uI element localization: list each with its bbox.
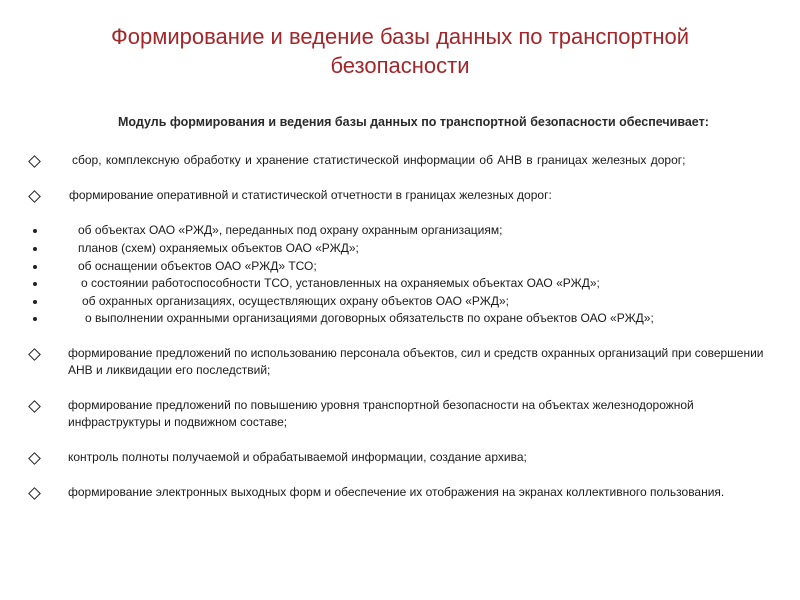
sub-list-item-text: об охранных организациях, осуществляющих охрану объектов ОАО «РЖД»; — [82, 294, 509, 308]
dot-bullet-icon — [33, 282, 37, 286]
sub-list-item-text: о выполнении охранными организациями договорных обязательств по охране объектов ОАО «РЖД»; — [85, 311, 654, 325]
slide-title — [0, 22, 800, 80]
dot-bullet-icon — [33, 265, 37, 269]
dot-bullet-icon — [33, 317, 37, 321]
list-item-text: сбор, комплексную обработку и хранение статистической информации об АНВ в границах железных дорог; — [72, 153, 686, 167]
sub-list-item-text: об оснащении объектов ОАО «РЖД» ТСО; — [78, 259, 317, 273]
sub-list-item-text: планов (схем) охраняемых объектов ОАО «РЖД»; — [78, 241, 359, 255]
diamond-bullet-icon — [28, 400, 41, 413]
list-item-text: контроль полноты получаемой и обрабатываемой информации, создание архива; — [68, 450, 527, 464]
dot-bullet-icon — [33, 300, 37, 304]
list-item-text: формирование электронных выходных форм и обеспечение их отображения на экранах коллективного пользования. — [68, 485, 725, 499]
list-item-text: формирование предложений по повышению уровня транспортной безопасности на объектах железнодорожной — [68, 398, 694, 412]
dot-bullet-icon — [33, 229, 37, 233]
list-item-text: формирование предложений по использованию персонала объектов, сил и средств охранных организаций при совершении — [68, 346, 764, 360]
diamond-bullet-icon — [28, 155, 41, 168]
slide-title-line-1: Формирование и ведение базы данных по транспортной — [111, 24, 689, 49]
list-item-text-continuation: АНВ и ликвидации его последствий; — [68, 363, 271, 377]
list-item-text: формирование оперативной и статистической отчетности в границах железных дорог: — [69, 188, 552, 202]
sub-list-item-text: о состоянии работоспособности ТСО, установленных на охраняемых объектах ОАО «РЖД»; — [81, 276, 600, 290]
sub-list-item-text: об объектах ОАО «РЖД», переданных под охрану охранным организациям; — [78, 223, 503, 237]
diamond-bullet-icon — [28, 452, 41, 465]
slide-title-line-2: безопасности — [330, 53, 470, 78]
diamond-bullet-icon — [28, 487, 41, 500]
dot-bullet-icon — [33, 247, 37, 251]
diamond-bullet-icon — [28, 348, 41, 361]
module-subtitle: Модуль формирования и ведения базы данных по транспортной безопасности обеспечивает: — [118, 115, 709, 129]
list-item-text-continuation: инфраструктуры и подвижном составе; — [68, 415, 288, 429]
diamond-bullet-icon — [28, 190, 41, 203]
